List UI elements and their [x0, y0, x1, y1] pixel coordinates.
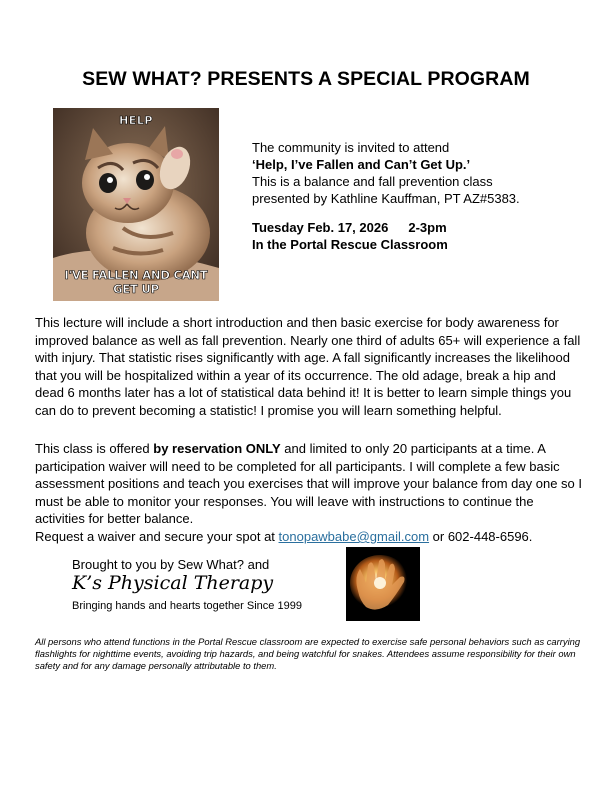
kitten-meme-image [53, 108, 219, 301]
class-title: ‘Help, I’ve Fallen and Can’t Get Up.’ [252, 157, 471, 172]
description-paragraph: This lecture will include a short introduction and then basic exercise for body awareness for improved balance as well as fall prevention. Nearly one third of adults 65+ will experience a fall with injury. That statistic rises significantly with age. A fall significantly increases the likelihood that you will be hospitalized within a year of its occurrence. The old adage, break a hip and dead 6 months later has a lot of statistical data behind it! It is better to learn simple things you can do to prevent becoming a statistic! I promise you will learn something helpful. [35, 315, 581, 418]
presenter-line: presented by Kathline Kauffman, PT AZ#5383. [252, 191, 520, 206]
reservation-paragraph [35, 440, 585, 546]
event-time: 2-3pm [408, 220, 447, 235]
reservation-details: and limited to only 20 participants at a time. A participation waiver will need to be completed for all participants. I will complete a few basic assessment positions and teach you exercises that will improve your balance from day one so I must be able to monitor your responses. You will leave with instructions to continue the activities for better balance. [35, 441, 582, 527]
request-lead: Request a waiver and secure your spot at [35, 528, 279, 544]
meme-top-caption: HELP [119, 114, 153, 127]
hand-illustration [346, 547, 420, 621]
schedule-block [252, 219, 582, 253]
intro-line: This is a balance and fall prevention class [252, 174, 493, 189]
business-name: K’s Physical Therapy [72, 572, 274, 594]
page-title: SEW WHAT? PRESENTS A SPECIAL PROGRAM [82, 68, 530, 90]
sponsor-line: Brought to you by Sew What? and [72, 557, 270, 572]
intro-line: The community is invited to attend [252, 140, 450, 155]
intro-block [252, 139, 582, 207]
event-location: In the Portal Rescue Classroom [252, 237, 448, 252]
safety-disclaimer: All persons who attend functions in the Portal Rescue classroom are expected to exercise safe personal behaviors such as carrying flashlights for nighttime events, avoiding trip hazards, and being watchful for snakes. Attendees assume responsibility for their own safety and for any damage personally attributable to them. [35, 636, 581, 671]
sponsor-tagline: Bringing hands and hearts together Since 1999 [72, 600, 302, 612]
glowing-hand-image [346, 547, 420, 621]
request-tail: or 602-448-6596. [429, 528, 533, 544]
reservation-emphasis: by reservation ONLY [153, 441, 281, 456]
event-date: Tuesday Feb. 17, 2026 [252, 220, 389, 235]
email-link[interactable]: tonopawbabe@gmail.com [278, 528, 430, 544]
meme-bottom-caption: I'VE FALLEN AND CANT GET UP [64, 268, 208, 296]
reservation-lead: This class is offered [35, 441, 154, 456]
